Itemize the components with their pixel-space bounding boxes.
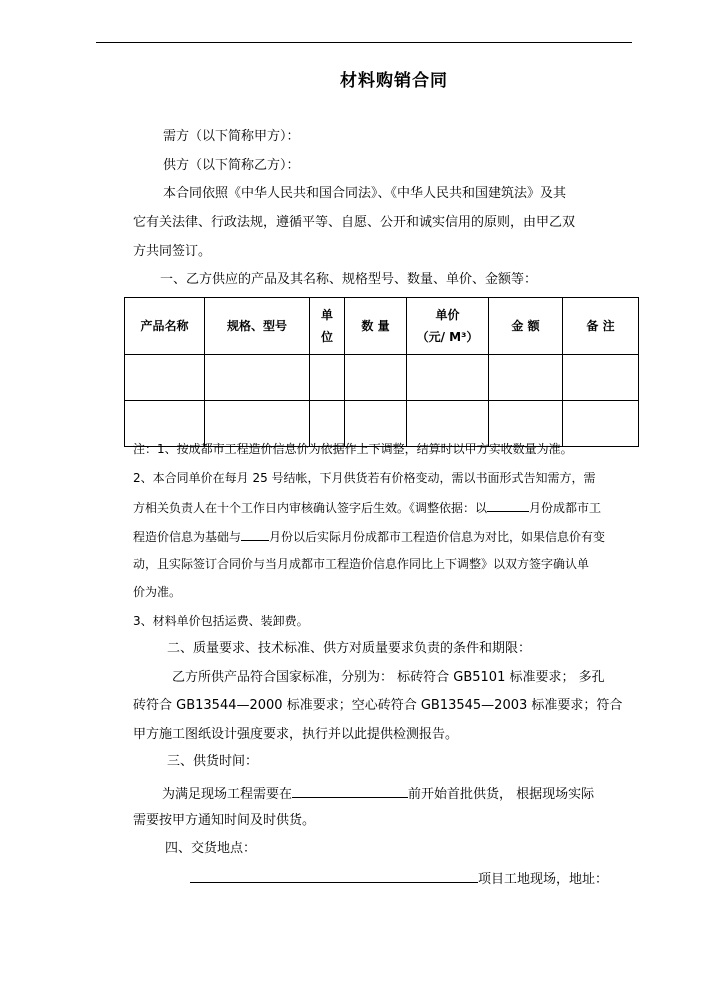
table-cell[interactable] xyxy=(205,355,310,401)
header-unit-price xyxy=(407,298,489,355)
header-quantity: 数 量 xyxy=(345,298,407,355)
section-1-title: 一、乙方供应的产品及其名称、规格型号、数量、单价、金额等： xyxy=(160,272,538,287)
intro-line-3: 方共同签订。 xyxy=(133,244,212,259)
supply-date-blank[interactable] xyxy=(292,783,408,798)
note-1: 注：1、按成都市工程造价信息价为依据作上下调整，结算时以甲方实收数量为准。 xyxy=(133,442,573,456)
section-3-title: 三、供货时间： xyxy=(167,754,259,769)
party-b-line: 供方（以下简称乙方）： xyxy=(163,158,300,173)
table-cell[interactable] xyxy=(489,355,563,401)
table-cell[interactable] xyxy=(125,355,205,401)
section-3-line-2: 需要按甲方通知时间及时供货。 xyxy=(133,813,316,828)
note-2-line-2 xyxy=(133,497,601,517)
note-2-line-3-text: 程造价信息为基础与 xyxy=(133,530,242,544)
header-unit-bottom: 位 xyxy=(320,330,333,344)
month-blank-2[interactable] xyxy=(241,526,269,541)
table-cell[interactable] xyxy=(310,355,345,401)
table-cell[interactable] xyxy=(407,355,489,401)
note-2-line-1: 2、本合同单价在每月 25 号结帐，下月供货若有价格变动，需以书面形式告知需方，需 xyxy=(133,471,596,485)
note-2-line-5: 价为准。 xyxy=(133,585,182,599)
note-2-line-2-tail: 月份成都市工 xyxy=(529,501,602,515)
note-2-line-3-tail: 月份以后实际月份成都市工程造价信息为对比，如果信息价有变 xyxy=(269,530,606,544)
section-4-title: 四、交货地点： xyxy=(165,841,257,856)
document-title: 材料购销合同 xyxy=(340,71,448,91)
section-2-line-2: 砖符合 GB13544—2000 标准要求；空心砖符合 GB13545—2003 标准要求；符合 xyxy=(133,698,623,713)
section-3-line-1 xyxy=(162,783,594,804)
section-3-line-1-tail: 前开始首批供货， 根据现场实际 xyxy=(408,787,595,802)
table-cell[interactable] xyxy=(345,355,407,401)
note-2-line-3 xyxy=(133,526,605,546)
header-rule xyxy=(96,42,632,43)
table-header-row xyxy=(125,298,639,355)
party-a-line: 需方（以下简称甲方）： xyxy=(163,129,300,144)
table-cell[interactable] xyxy=(563,401,639,447)
section-2-title: 二、质量要求、技术标准、供方对质量要求负责的条件和期限： xyxy=(167,641,532,656)
section-4-line-1 xyxy=(190,868,608,889)
header-amount: 金 额 xyxy=(489,298,563,355)
table-cell[interactable] xyxy=(563,355,639,401)
note-3: 3、材料单价包括运费、装卸费。 xyxy=(133,614,309,628)
month-blank-1[interactable] xyxy=(487,497,529,512)
header-unit-price-bottom: （元/ M³） xyxy=(416,330,479,344)
goods-table xyxy=(124,297,639,447)
header-unit-price-top: 单价 xyxy=(435,308,460,322)
note-2-line-2-text: 方相关负责人在十个工作日内审核确认签字后生效。《调整依据：以 xyxy=(133,501,488,515)
header-remarks: 备 注 xyxy=(563,298,639,355)
section-2-line-3: 甲方施工图纸设计强度要求，执行并以此提供检测报告。 xyxy=(133,727,459,742)
header-spec-model: 规格、型号 xyxy=(205,298,310,355)
section-4-line-1-text: 项目工地现场，地址： xyxy=(478,872,609,887)
note-2-line-4: 动，且实际签订合同价与当月成都市工程造价信息作同比上下调整》以双方签字确认单 xyxy=(133,557,590,571)
header-unit xyxy=(310,298,345,355)
intro-line-1: 本合同依照《中华人民共和国合同法》、《中华人民共和国建筑法》及其 xyxy=(163,186,567,201)
project-name-blank[interactable] xyxy=(190,868,478,883)
section-2-line-1: 乙方所供产品符合国家标准，分别为： 标砖符合 GB5101 标准要求； 多孔 xyxy=(172,670,605,685)
header-unit-top: 单 xyxy=(320,308,333,322)
section-3-line-1-text: 为满足现场工程需要在 xyxy=(162,787,293,802)
table-row xyxy=(125,355,639,401)
intro-line-2: 它有关法律、行政法规，遵循平等、自愿、公开和诚实信用的原则，由甲乙双 xyxy=(133,215,576,230)
header-product-name: 产品名称 xyxy=(125,298,205,355)
